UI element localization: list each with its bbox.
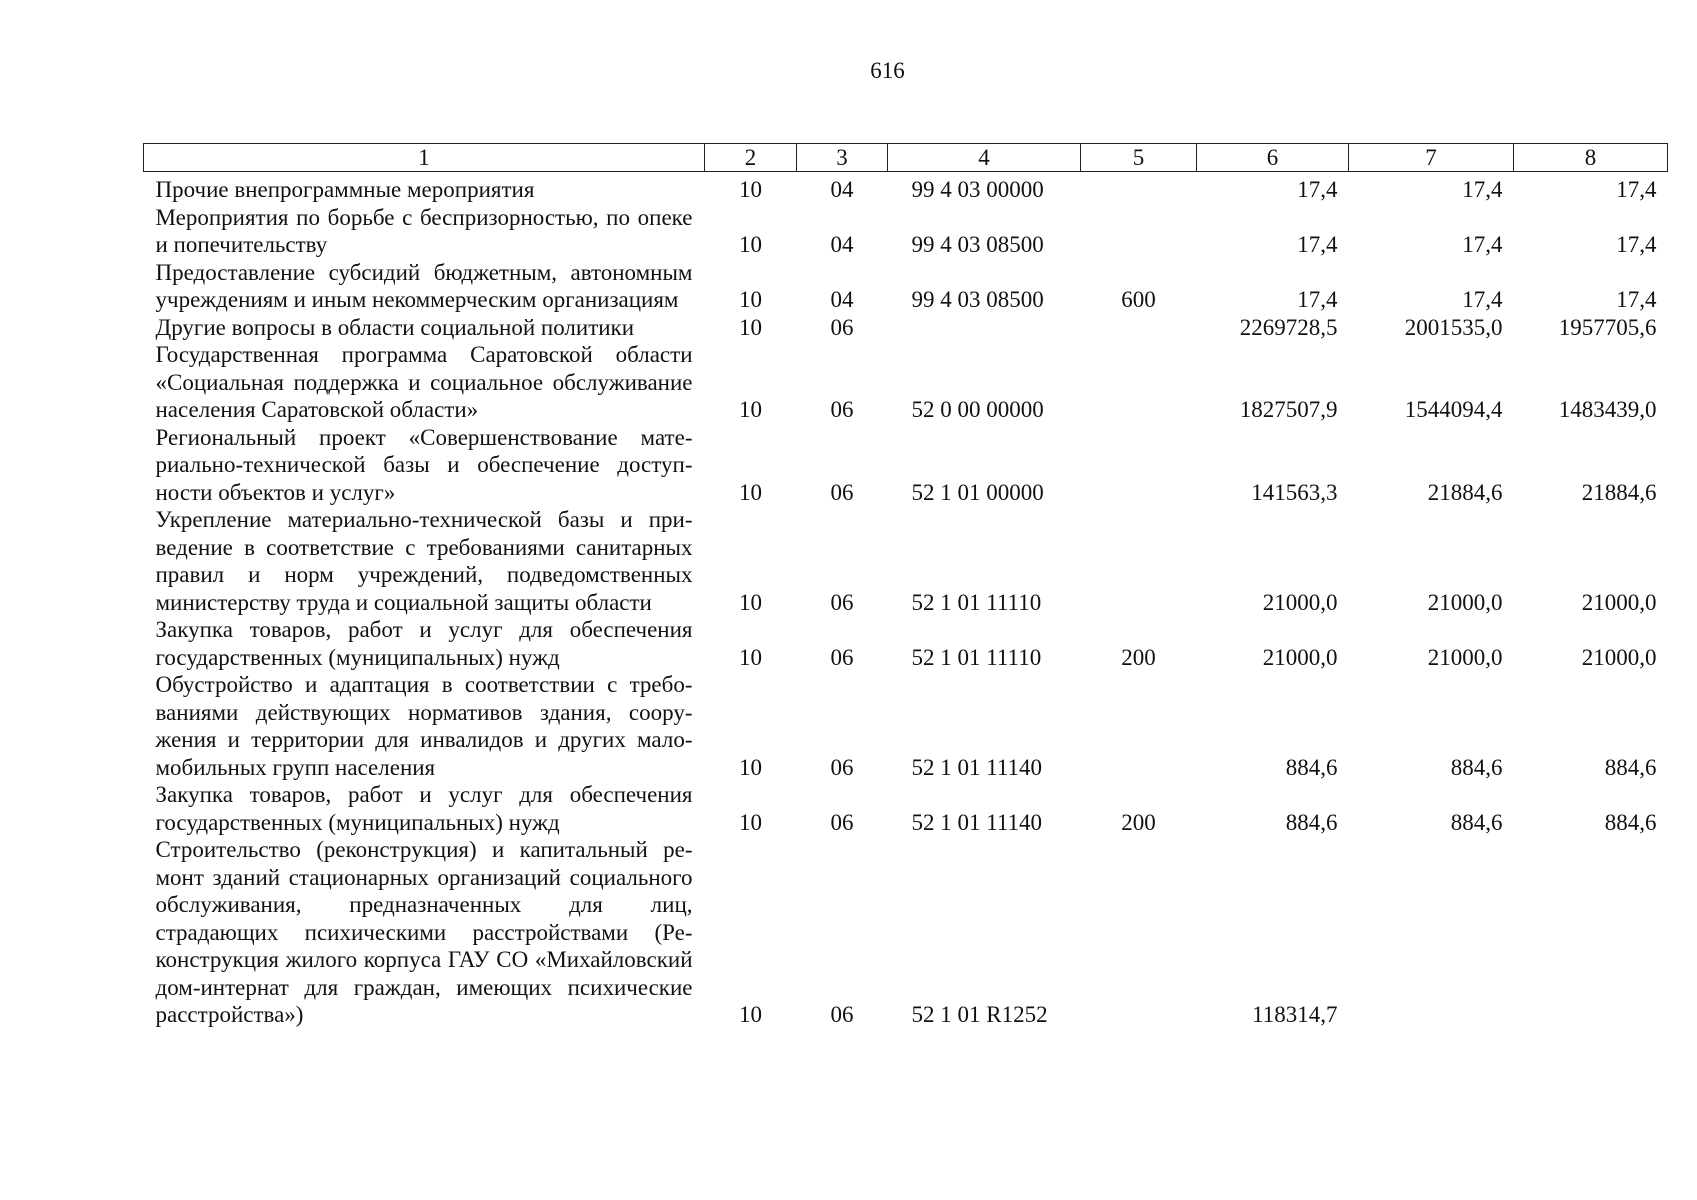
row-amount-col7: 884,6 <box>1450 754 1503 780</box>
row-name: Региональный проект «Совершенствование материально-технической базы и обеспечение доступности объектов и услуг» <box>155 424 693 505</box>
row-expense-type: 600 <box>1121 287 1156 312</box>
table-row <box>144 781 1668 836</box>
row-target-code: 99 4 03 00000 <box>911 177 1044 202</box>
table-row <box>144 424 1668 507</box>
row-amount-col6: 21000,0 <box>1262 644 1338 670</box>
row-amount-col6: 141563,3 <box>1251 479 1338 505</box>
header-cell-7: 7 <box>1349 144 1514 172</box>
header-cell-1: 1 <box>144 144 705 172</box>
row-amount-col7: 17,4 <box>1462 287 1503 312</box>
row-section: 10 <box>739 479 762 505</box>
budget-table <box>143 143 1668 1029</box>
row-amount-col8: 21000,0 <box>1581 589 1657 615</box>
row-section: 10 <box>739 1002 762 1027</box>
row-target-code: 52 1 01 00000 <box>911 479 1044 505</box>
row-section: 10 <box>739 589 762 615</box>
page-number: 616 <box>870 58 905 83</box>
row-section: 10 <box>739 644 762 670</box>
row-amount-col7 <box>1349 836 1514 1029</box>
row-expense-type <box>1081 341 1197 424</box>
row-expense-type <box>1081 671 1197 781</box>
row-section: 10 <box>739 754 762 780</box>
table-body <box>144 172 1668 1029</box>
row-name: Закупка товаров, работ и услуг для обеспечения государственных (муниципальных) нужд <box>155 617 693 670</box>
row-expense-type <box>1081 836 1197 1029</box>
row-target-code: 52 1 01 11110 <box>911 589 1042 615</box>
row-amount-col6: 118314,7 <box>1252 1002 1338 1027</box>
header-cell-2: 2 <box>705 144 797 172</box>
row-subsection: 06 <box>830 644 854 670</box>
row-amount-col7: 17,4 <box>1462 177 1503 202</box>
row-expense-type <box>1081 506 1197 616</box>
row-expense-type: 200 <box>1121 644 1156 670</box>
row-name: Мероприятия по борьбе с беспризорностью, по опеке и попечительству <box>155 204 693 257</box>
row-subsection: 06 <box>830 1002 854 1027</box>
row-amount-col7: 2001535,0 <box>1404 314 1503 340</box>
row-amount-col6: 884,6 <box>1285 754 1338 780</box>
row-amount-col6: 2269728,5 <box>1239 314 1338 340</box>
table-row <box>144 204 1668 259</box>
row-amount-col6: 1827507,9 <box>1239 397 1338 422</box>
table-row <box>144 341 1668 424</box>
row-amount-col6: 17,4 <box>1297 177 1338 202</box>
row-name: Предоставление субсидий бюджетным, автономным учреждениям и иным некоммерческим организациям <box>155 259 693 312</box>
row-amount-col8: 884,6 <box>1604 809 1657 835</box>
row-target-code: 52 1 01 11140 <box>911 754 1043 780</box>
row-subsection: 06 <box>830 479 854 505</box>
row-target-code: 52 1 01 11110 <box>911 644 1042 670</box>
row-amount-col8: 21000,0 <box>1581 644 1657 670</box>
row-target-code: 99 4 03 08500 <box>911 287 1044 312</box>
table-row <box>144 836 1668 1029</box>
row-name: Государственная программа Саратовской области «Социальная поддержка и социальное обслуживание населения Саратовской области» <box>155 342 693 422</box>
row-section: 10 <box>739 232 762 257</box>
row-name: Строительство (реконструкция) и капитальный ремонт зданий стационарных организаций социального обслуживания, предназначенных для лиц, страдающих психическими расстройствами (Реконструкция жилого корпуса ГАУ СО «Михайловский дом-интернат для граждан, имеющих психические расстройства») <box>155 837 693 1027</box>
row-amount-col8: 17,4 <box>1616 287 1657 312</box>
row-amount-col6: 17,4 <box>1297 287 1338 312</box>
row-expense-type <box>1081 172 1197 204</box>
header-row <box>144 144 1668 172</box>
row-target-code <box>888 314 1081 342</box>
row-amount-col7: 884,6 <box>1450 809 1503 835</box>
row-amount-col8: 17,4 <box>1616 232 1657 257</box>
header-cell-4: 4 <box>888 144 1081 172</box>
row-amount-col8 <box>1514 836 1668 1029</box>
row-amount-col8: 1483439,0 <box>1558 397 1657 422</box>
row-subsection: 06 <box>830 809 854 835</box>
header-cell-8: 8 <box>1514 144 1668 172</box>
row-amount-col8: 1957705,6 <box>1558 314 1657 340</box>
header-cell-5: 5 <box>1081 144 1197 172</box>
row-section: 10 <box>739 314 762 340</box>
row-amount-col8: 21884,6 <box>1581 479 1657 505</box>
row-subsection: 06 <box>830 754 854 780</box>
row-subsection: 04 <box>830 177 854 202</box>
row-amount-col7: 21000,0 <box>1427 589 1503 615</box>
row-amount-col6: 21000,0 <box>1262 589 1338 615</box>
row-subsection: 06 <box>830 314 854 340</box>
row-section: 10 <box>739 809 762 835</box>
row-name: Прочие внепрограммные мероприятия <box>155 177 535 202</box>
table-row <box>144 616 1668 671</box>
row-expense-type: 200 <box>1121 809 1156 835</box>
row-amount-col8: 884,6 <box>1604 754 1657 780</box>
row-subsection: 06 <box>830 589 854 615</box>
table-row <box>144 506 1668 616</box>
row-subsection: 06 <box>830 397 854 422</box>
row-target-code: 52 1 01 11140 <box>911 809 1043 835</box>
row-amount-col6: 17,4 <box>1297 232 1338 257</box>
row-amount-col7: 21000,0 <box>1427 644 1503 670</box>
row-section: 10 <box>739 177 762 202</box>
row-amount-col7: 21884,6 <box>1427 479 1503 505</box>
row-subsection: 04 <box>830 287 854 312</box>
table-header <box>144 144 1668 172</box>
row-section: 10 <box>739 397 762 422</box>
row-name: Обустройство и адаптация в соответствии с требованиями действующих нормативов здания, сооружения и территории для инвалидов и других маломобильных групп населения <box>155 672 693 780</box>
row-name: Закупка товаров, работ и услуг для обеспечения государственных (муниципальных) нужд <box>155 782 693 835</box>
row-amount-col7: 17,4 <box>1462 232 1503 257</box>
row-name: Другие вопросы в области социальной политики <box>155 314 635 340</box>
row-amount-col6: 884,6 <box>1285 809 1338 835</box>
row-expense-type <box>1081 204 1197 259</box>
row-expense-type <box>1081 314 1197 342</box>
row-target-code: 99 4 03 08500 <box>911 232 1044 257</box>
row-subsection: 04 <box>830 232 854 257</box>
row-name: Укрепление материально-технической базы и приведение в соответствие с требованиями санитарных правил и норм учреждений, подведомственных министерству труда и социальной защиты области <box>155 507 693 615</box>
row-amount-col8: 17,4 <box>1616 177 1657 202</box>
row-expense-type <box>1081 424 1197 507</box>
row-target-code: 52 1 01 R1252 <box>911 1002 1048 1027</box>
table-row <box>144 259 1668 314</box>
row-section: 10 <box>739 287 762 312</box>
row-amount-col7: 1544094,4 <box>1404 397 1503 422</box>
row-target-code: 52 0 00 00000 <box>911 397 1044 422</box>
header-cell-3: 3 <box>797 144 888 172</box>
table-row <box>144 671 1668 781</box>
header-cell-6: 6 <box>1197 144 1349 172</box>
table-row <box>144 172 1668 204</box>
table-row <box>144 314 1668 342</box>
